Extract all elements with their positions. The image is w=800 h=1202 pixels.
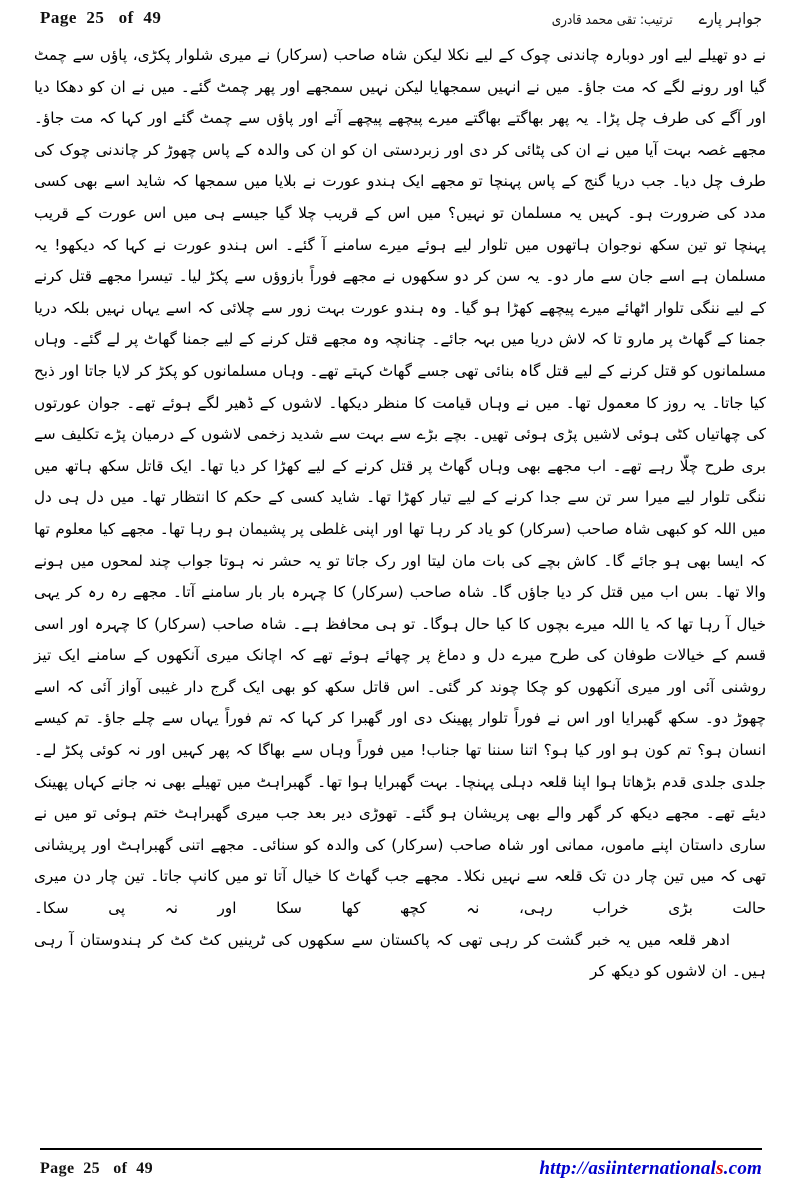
url-part-primary: http://asiinternational (539, 1158, 717, 1179)
body-paragraph: نے دو تھیلے لیے اور دوبارہ چاندنی چوک کے لیے نکلا لیکن شاہ صاحب (سرکار) نے میری شلوار پکڑی، پاؤں سے چمٹ گیا اور رونے لگے کہ مت جاؤ۔ میں نے انہیں سمجھایا لیکن نہیں سمجھے اور پھر چمٹ گئے۔ میں نے ان کو دھکا دیا اور آگے کی طرف چل پڑا۔ یہ پھر بھاگتے بھاگتے میرے پیچھے پیچھے آئے اور پاؤں سے چمٹ گئے اور کہا کہ مت جاؤ۔ مجھے غصہ بہت آیا میں نے ان کی پٹائی کر دی اور زبردستی ان کو ان کی والدہ کے پاس چھوڑ کر چاندنی چوک کی طرف چل دیا۔ جب دریا گنج کے پاس پہنچا تو مجھے ایک ہندو عورت نے بلایا میں سمجھا کہ شاید اسے بھی کسی مدد کی ضرورت ہو۔ کہیں یہ مسلمان تو نہیں؟ میں اس کے قریب چلا گیا جیسے ہی میں اس عورت کے قریب پہنچا تو تین سکھ نوجوان ہاتھوں میں تلوار لیے ہوئے میرے سامنے آ گئے۔ اس ہندو عورت نے کہا کہ دیکھو! یہ مسلمان ہے اسے جان سے مار دو۔ یہ سن کر دو سکھوں نے مجھے فوراً بازوؤں سے پکڑ لیا۔ تیسرا مجھے قتل کرنے کے لیے ننگی تلوار اٹھائے میرے پیچھے کھڑا ہو گیا۔ وہ ہندو عورت بہت زور سے چلائی کہ اسے یہاں نہیں بلکہ دریا جمنا کے گھاٹ پر مارو تا کہ لاش دریا میں بہہ جائے۔ چنانچہ وہ مجھے قتل کرنے کے لیے جمنا گھاٹ پر لے گئے۔ وہاں مسلمانوں کو قتل کرنے کے لیے قتل گاہ بنائی تھی جسے گھاٹ کہتے تھے۔ وہاں مسلمانوں کو پکڑ کر لایا جاتا اور ذبح کیا جاتا۔ یہ روز کا معمول تھا۔ میں نے وہاں قیامت کا منظر دیکھا۔ لاشوں کے ڈھیر لگے ہوئے تھے۔ جوان عورتوں کی چھاتیاں کٹی ہوئی لاشیں پڑی ہوئی تھیں۔ بچے بڑے سے بہت سے شدید زخمی لاشوں کے درمیان پڑے تکلیف سے بری طرح چلّا رہے تھے۔ اب مجھے بھی وہاں گھاٹ پر قتل کرنے کے لیے کھڑا کر دیا تھا۔ ایک قاتل سکھ ہاتھ میں ننگی تلوار لیے میرا سر تن سے جدا کرنے کے لیے تیار کھڑا تھا۔ شاید کسی کے حکم کا انتظار تھا۔ میں دل ہی دل میں اللہ کو کبھی شاہ صاحب (سرکار) کو یاد کر رہا تھا اور اپنی غلطی پر پشیمان ہو رہا تھا۔ مجھے کیا معلوم تھا کہ ایسا بھی ہو جائے گا۔ کاش بچے کی بات مان لیتا اور رک جاتا تو یہ حشر نہ ہوتا جواب چند لمحوں میں ہونے والا تھا۔ بس اب میں قتل کر دیا جاؤں گا۔ شاہ صاحب (سرکار) کا چہرہ بار بار سامنے آتا۔ مجھے رہ رہ کر یہی خیال آ رہا تھا کہ یا اللہ میرے بچوں کا کیا حال ہوگا۔ تو ہی محافظ ہے۔ شاہ صاحب (سرکار) کا چہرہ اور اسی قسم کے خیالات طوفان کی طرح میرے دل و دماغ پر چھائے ہوئے تھے کہ اچانک میری آنکھوں کے سامنے ایک تیز روشنی آئی اور میری آنکھوں کو چکا چوند کر گئی۔ اس قاتل سکھ کو بھی ایک گرج دار غیبی آواز آئی کہ اسے چھوڑ دو۔ سکھ گھبرایا اور اس نے فوراً تلوار پھینک دی اور گھبرا کر کہا کہ تم فوراً یہاں سے چلے جاؤ۔ تم کیسے انسان ہو؟ تم کون ہو اور کیا ہو؟ اتنا سننا تھا جناب! میں فوراً وہاں سے بھاگا کہ پھر کہیں اور نہ کوئی پکڑ لے۔ جلدی جلدی قدم بڑھاتا ہوا اپنا قلعہ دہلی پہنچا۔ بہت گھبرایا ہوا تھا۔ گھبراہٹ میں تھیلے بھی نہ جانے کہاں پھینک دیئے تھے۔ مجھے دیکھ کر گھر والے بھی پریشان ہو گئے۔ تھوڑی دیر بعد جب میری گھبراہٹ ختم ہوئی تو میں نے ساری داستان اپنے ماموں، ممانی اور شاہ صاحب (سرکار) کی والدہ کو سنائی۔ مجھے اتنی گھبراہٹ اور پریشانی تھی کہ میں تین چار دن تک قلعہ سے نہیں نکلا۔ مجھے جب گھاٹ کا خیال آتا تو میں کانپ جاتا۔ تین چار دن میری حالت بڑی خراب رہی، نہ کچھ کھا سکا اور نہ پی سکا۔ (34, 46, 766, 918)
url-part-accent: s (716, 1158, 724, 1179)
header-urdu-block (552, 8, 762, 31)
header-page-number: Page 25 of 49 (40, 8, 162, 27)
footer-website-link[interactable] (510, 1136, 762, 1202)
footer-page-number: Page 25 of 49 (40, 1160, 154, 1177)
url-part-tld: .com (723, 1158, 762, 1179)
book-title: جواہر پارے (698, 10, 762, 29)
compiler-credit: ترتیب: تقی محمد قادری (551, 11, 673, 28)
body-paragraph: ادھر قلعہ میں یہ خبر گشت کر رہی تھی کہ پاکستان سے سکھوں کی ٹرینیں کٹ کٹ کر ہندوستان آ رہی ہیں۔ ان لاشوں کو دیکھ کر (34, 930, 766, 981)
body-text-column (34, 40, 766, 1125)
page-header (40, 8, 762, 38)
page-footer (40, 1155, 762, 1183)
